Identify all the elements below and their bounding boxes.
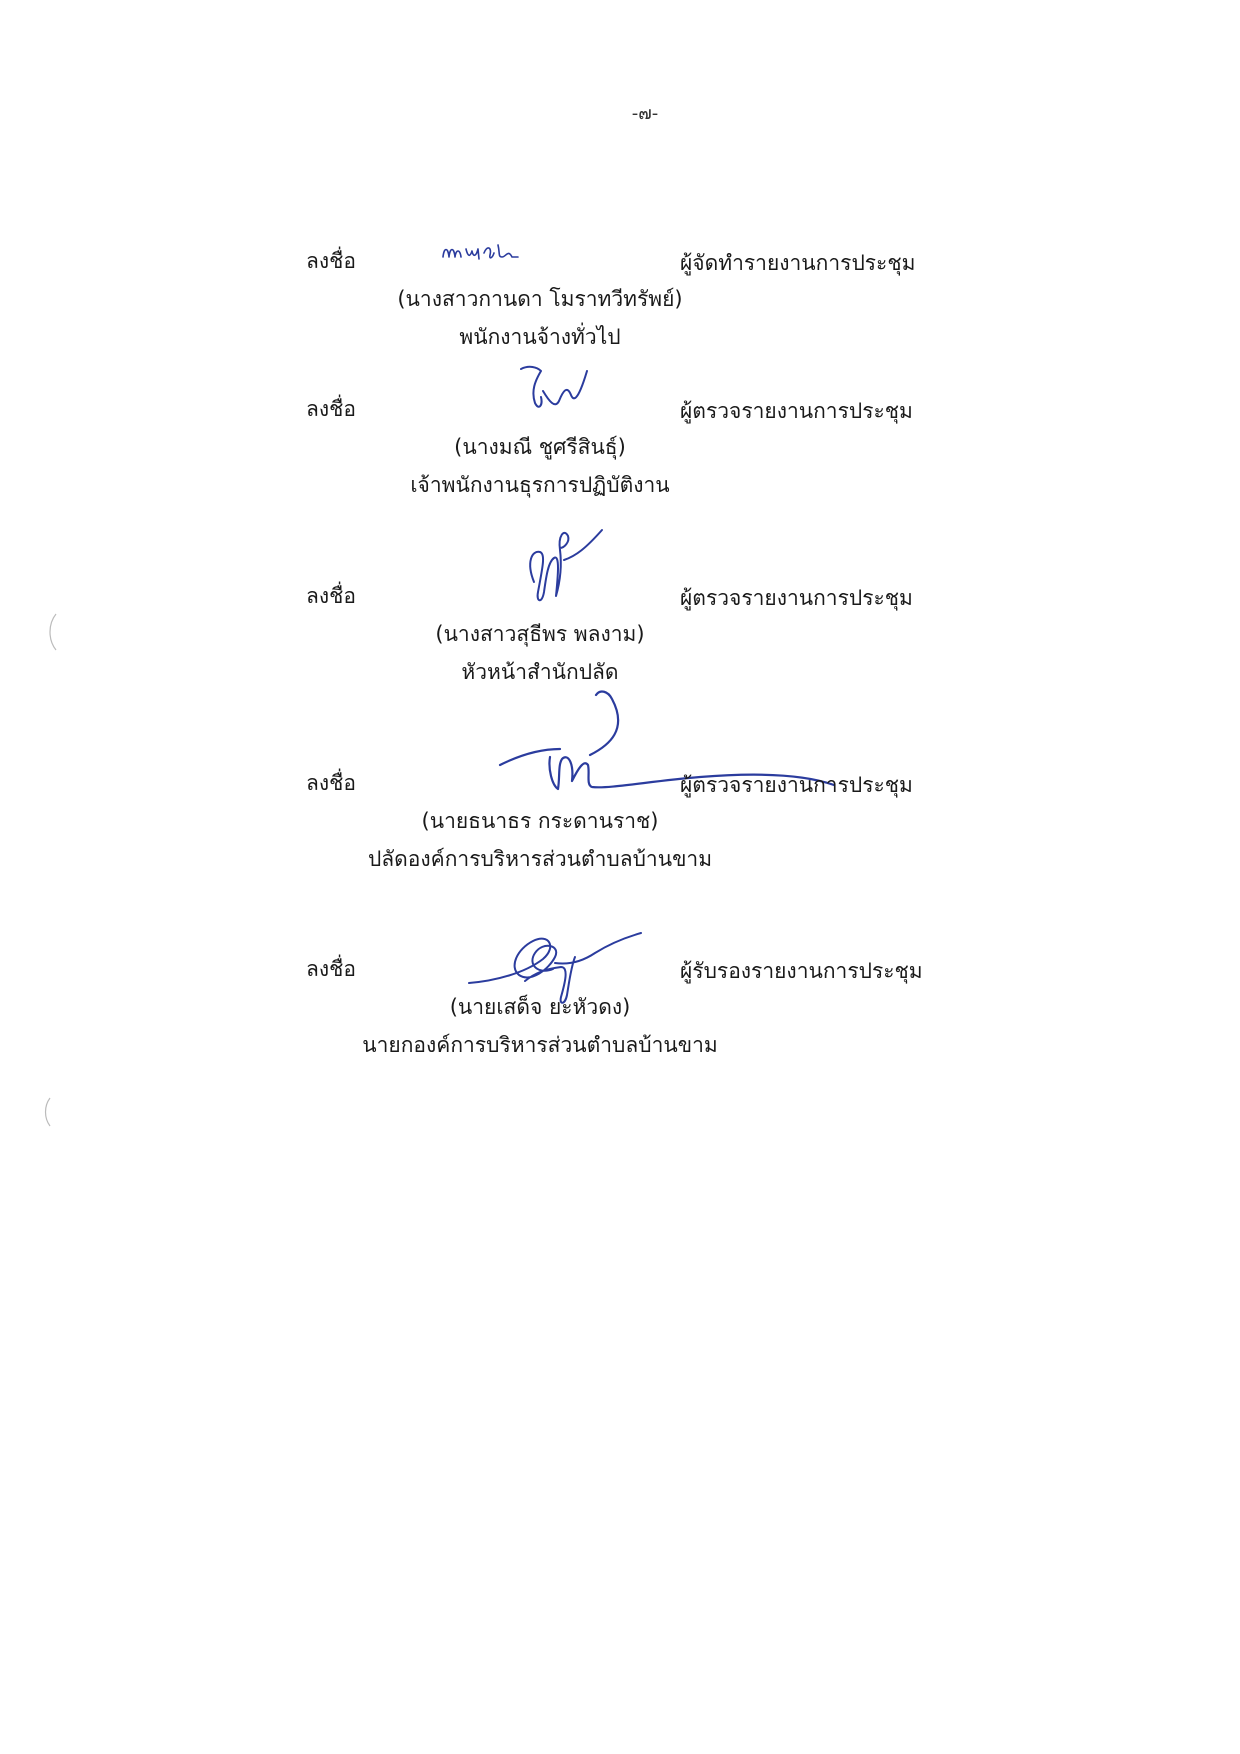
sign-label: ลงชื่อ bbox=[306, 957, 356, 981]
role-label: ผู้จัดทำรายงานการประชุม bbox=[680, 251, 916, 275]
sign-label: ลงชื่อ bbox=[306, 249, 356, 273]
page-number: -๗- bbox=[631, 103, 659, 124]
signatory-name: (นายเสด็จ ยะหัวดง) bbox=[449, 995, 631, 1019]
scan-mark bbox=[38, 1096, 58, 1128]
handwritten-signature bbox=[520, 522, 610, 612]
role-label: ผู้รับรองรายงานการประชุม bbox=[680, 959, 923, 983]
signatory-position: ปลัดองค์การบริหารส่วนตำบลบ้านขาม bbox=[367, 847, 713, 871]
handwritten-signature bbox=[440, 239, 520, 269]
signatory-name: (นายธนาธร กระดานราช) bbox=[421, 809, 659, 833]
role-label: ผู้ตรวจรายงานการประชุม bbox=[680, 586, 913, 610]
handwritten-signature bbox=[515, 361, 595, 421]
signatory-position: หัวหน้าสำนักปลัด bbox=[461, 660, 619, 684]
sign-label: ลงชื่อ bbox=[306, 584, 356, 608]
signatory-position: เจ้าพนักงานธุรการปฏิบัติงาน bbox=[410, 473, 670, 497]
signatory-name: (นางมณี ชูศรีสินธุ์) bbox=[454, 435, 626, 459]
sign-label: ลงชื่อ bbox=[306, 397, 356, 421]
signatory-position: พนักงานจ้างทั่วไป bbox=[459, 325, 621, 349]
role-label: ผู้ตรวจรายงานการประชุม bbox=[680, 399, 913, 423]
role-label: ผู้ตรวจรายงานการประชุม bbox=[680, 773, 913, 797]
signatory-name: (นางสาวกานดา โมราทวีทรัพย์) bbox=[397, 287, 683, 311]
signatory-name: (นางสาวสุธีพร พลงาม) bbox=[435, 622, 645, 646]
sign-label: ลงชื่อ bbox=[306, 771, 356, 795]
scan-mark bbox=[44, 612, 64, 652]
signatory-position: นายกองค์การบริหารส่วนตำบลบ้านขาม bbox=[362, 1033, 718, 1057]
